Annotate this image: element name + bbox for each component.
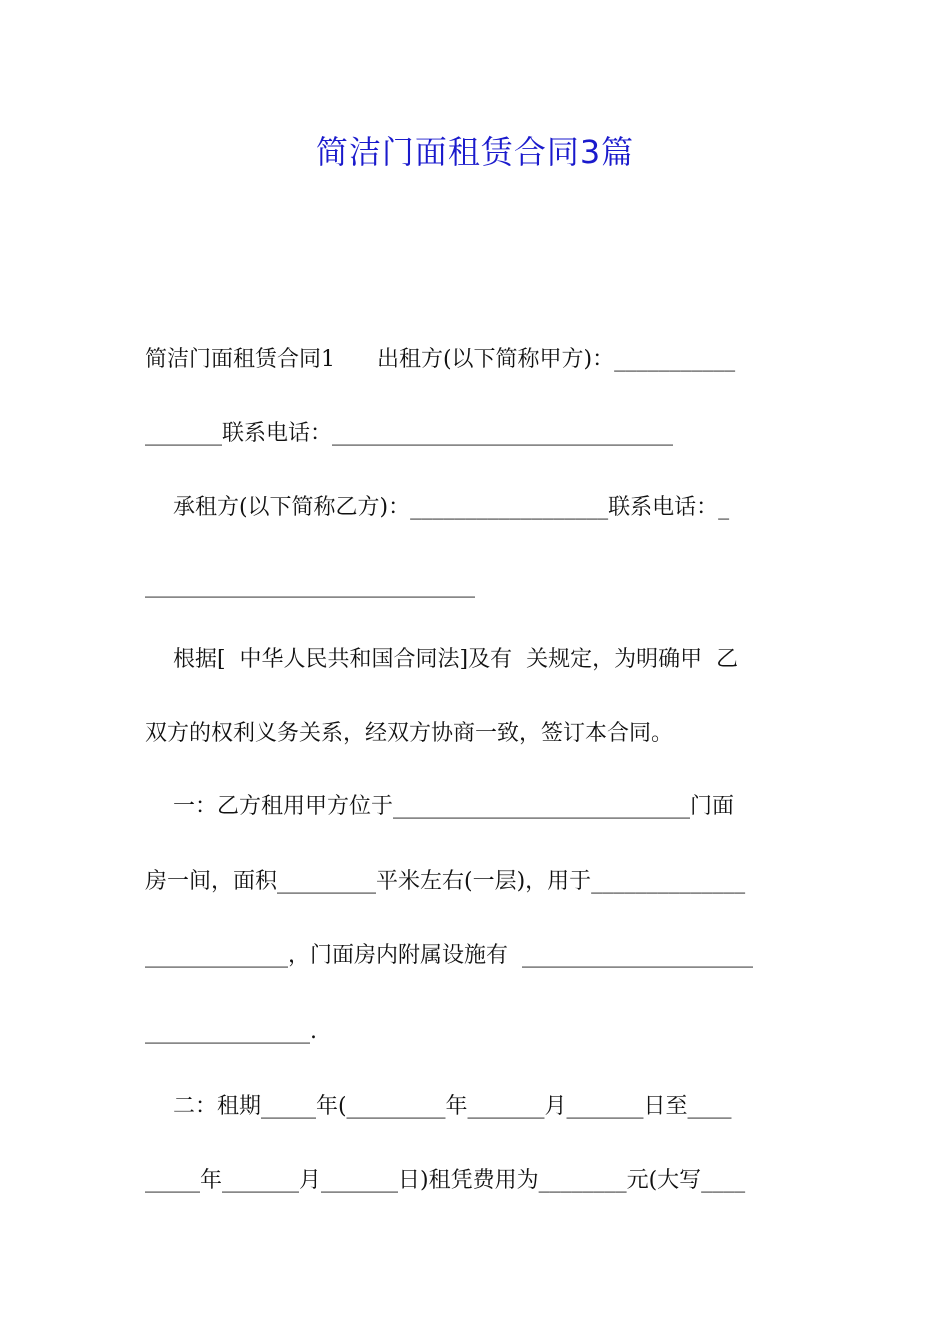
text-line-3: 承租方(以下简称乙方)：__________________联系电话：_: [145, 495, 730, 520]
text-line-4: ______________________________: [145, 573, 475, 598]
text-line-7: 一：乙方租用甲方位于___________________________门面: [145, 794, 734, 819]
text-line-2: _______联系电话：_______________________________: [145, 421, 674, 446]
text-line-6: 双方的权利义务关系，经双方协商一致，签订本合同。: [145, 721, 674, 746]
text-line-5: 根据[ 中华人民共和国合同法]及有 关规定，为明确甲 乙: [145, 647, 739, 672]
text-line-10: _______________.: [145, 1019, 317, 1044]
text-line-9: _____________，门面房内附属设施有 _____________________: [145, 943, 753, 968]
text-line-8: 房一间，面积_________平米左右(一层)，用于______________: [145, 869, 746, 894]
text-line-1: 简洁门面租赁合同1 出租方(以下简称甲方)：___________: [145, 347, 736, 372]
text-line-12: _____年_______月_______日)租凭费用为________元(大写____: [145, 1168, 746, 1193]
document-title: 简洁门面租赁合同3篇: [315, 133, 635, 171]
text-line-11: 二：租期_____年(_________年_______月_______日至____: [145, 1094, 732, 1119]
